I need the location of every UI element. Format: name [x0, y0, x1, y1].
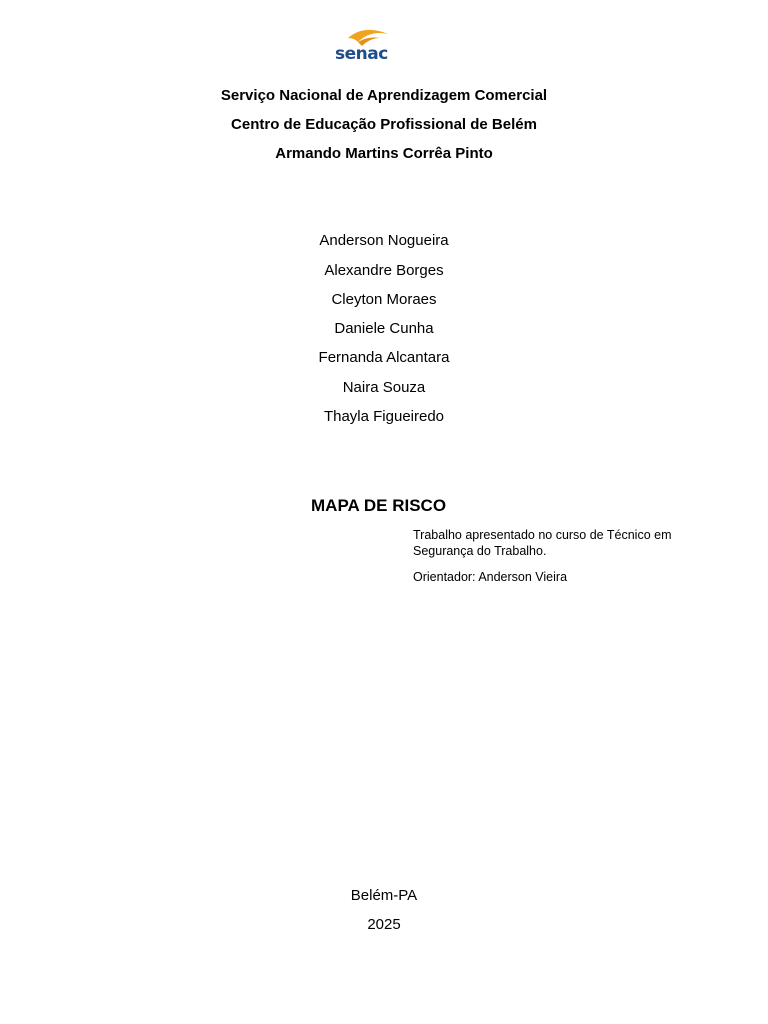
- document-title: MAPA DE RISCO: [311, 496, 447, 515]
- year: 2025: [367, 916, 401, 933]
- author-name: Alexandre Borges: [324, 262, 444, 279]
- city: Belém-PA: [350, 887, 418, 904]
- author-name: Naira Souza: [342, 379, 426, 396]
- author-name: Anderson Nogueira: [319, 232, 449, 249]
- author-name: Cleyton Moraes: [331, 291, 437, 308]
- author-name: Thayla Figueiredo: [323, 408, 445, 425]
- institution-center: Centro de Educação Profissional de Belém: [231, 116, 537, 133]
- course-description: Trabalho apresentado no curso de Técnico em Segurança do Trabalho.: [413, 528, 672, 558]
- institution-name: Serviço Nacional de Aprendizagem Comercial: [220, 87, 548, 104]
- author-name: Fernanda Alcantara: [318, 349, 450, 366]
- svg-text:senac: senac: [335, 44, 388, 62]
- institution-unit: Armando Martins Corrêa Pinto: [275, 145, 493, 162]
- advisor: Orientador: Anderson Vieira: [413, 570, 568, 584]
- senac-logo: [334, 26, 394, 62]
- author-name: Daniele Cunha: [334, 320, 434, 337]
